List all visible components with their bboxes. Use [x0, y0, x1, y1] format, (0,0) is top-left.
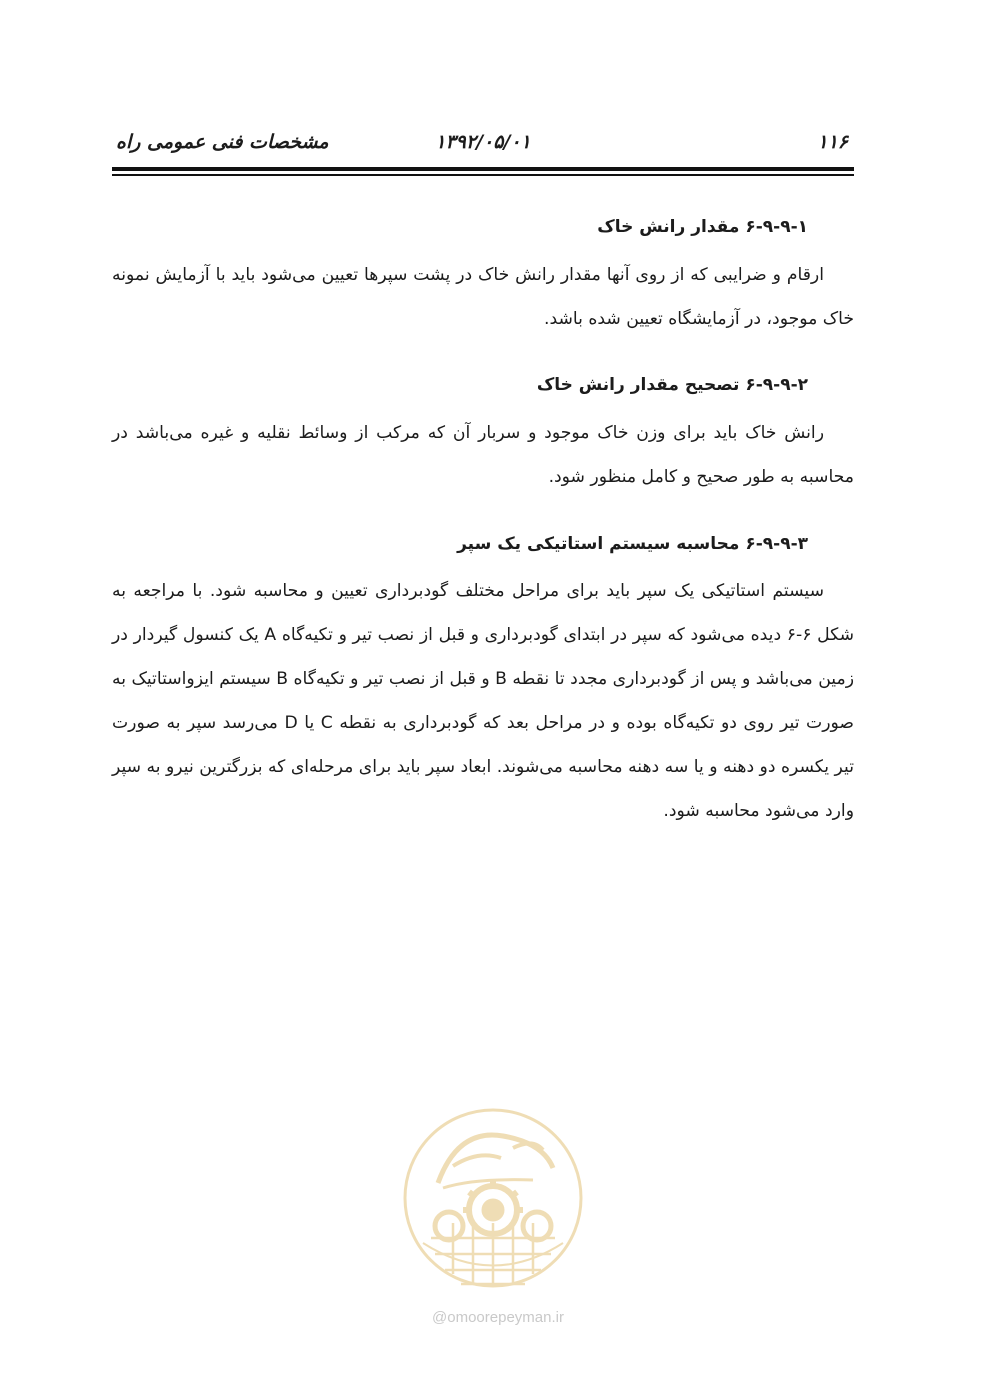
section-heading-2: ۶-۹-۹-۲ تصحیح مقدار رانش خاک	[536, 375, 808, 395]
section-paragraph-3-text: سیستم استاتیکی یک سپر باید برای مراحل مختلف گودبرداری تعیین و محاسبه شود. با مراجعه به شکل ۶-۶ دیده می‌شود که سپر در ابتدای گودبرداری و قبل از نصب تیر و تکیه‌گاه A یک کنسول گیردار در زمین می‌باشد و پس از گودبرداری مجدد تا نقطه B و قبل از نصب تیر و تکیه‌گاه B سیستم ایزواستاتیک به صورت تیر روی دو تکیه‌گاه بوده و در مراحل بعد که گودبرداری به نقطه C یا D می‌رسد سپر به صورت تیر یکسره دو دهنه و یا سه دهنه محاسبه می‌شوند. ابعاد سپر باید برای مرحله‌ای که بزرگترین نیرو به سپر وارد می‌شود محاسبه شود.	[112, 581, 855, 821]
running-header	[112, 128, 854, 162]
section-paragraph-2	[112, 411, 854, 499]
page-number: ۱۱۶	[817, 131, 848, 153]
document-title: مشخصات فنی عمومی راه	[116, 131, 329, 153]
section-heading-1: ۶-۹-۹-۱ مقدار رانش خاک	[597, 217, 808, 237]
header-rule-thin	[112, 174, 854, 176]
watermark-logo	[383, 1088, 603, 1328]
section-paragraph-1-text: ارقام و ضرایبی که از روی آنها مقدار رانش خاک در پشت سپرها تعیین می‌شود باید با آزمایش نمونه خاک موجود، در آزمایشگاه تعیین شده باشد.	[112, 265, 854, 329]
section-paragraph-2-text: رانش خاک باید برای وزن خاک موجود و سربار آن که مرکب از وسائط نقلیه و غیره می‌باشد در محاسبه به طور صحیح و کامل منظور شود.	[112, 423, 854, 487]
section-heading-3: ۶-۹-۹-۳ محاسبه سیستم استاتیکی یک سپر	[457, 534, 808, 554]
header-rule-thick	[112, 167, 854, 171]
watermark-url: @omoorepeyman.ir	[432, 1309, 564, 1326]
document-date: ۱۳۹۲/۰۵/۰۱	[435, 131, 531, 153]
section-paragraph-1	[112, 253, 854, 341]
section-paragraph-3	[112, 569, 854, 833]
